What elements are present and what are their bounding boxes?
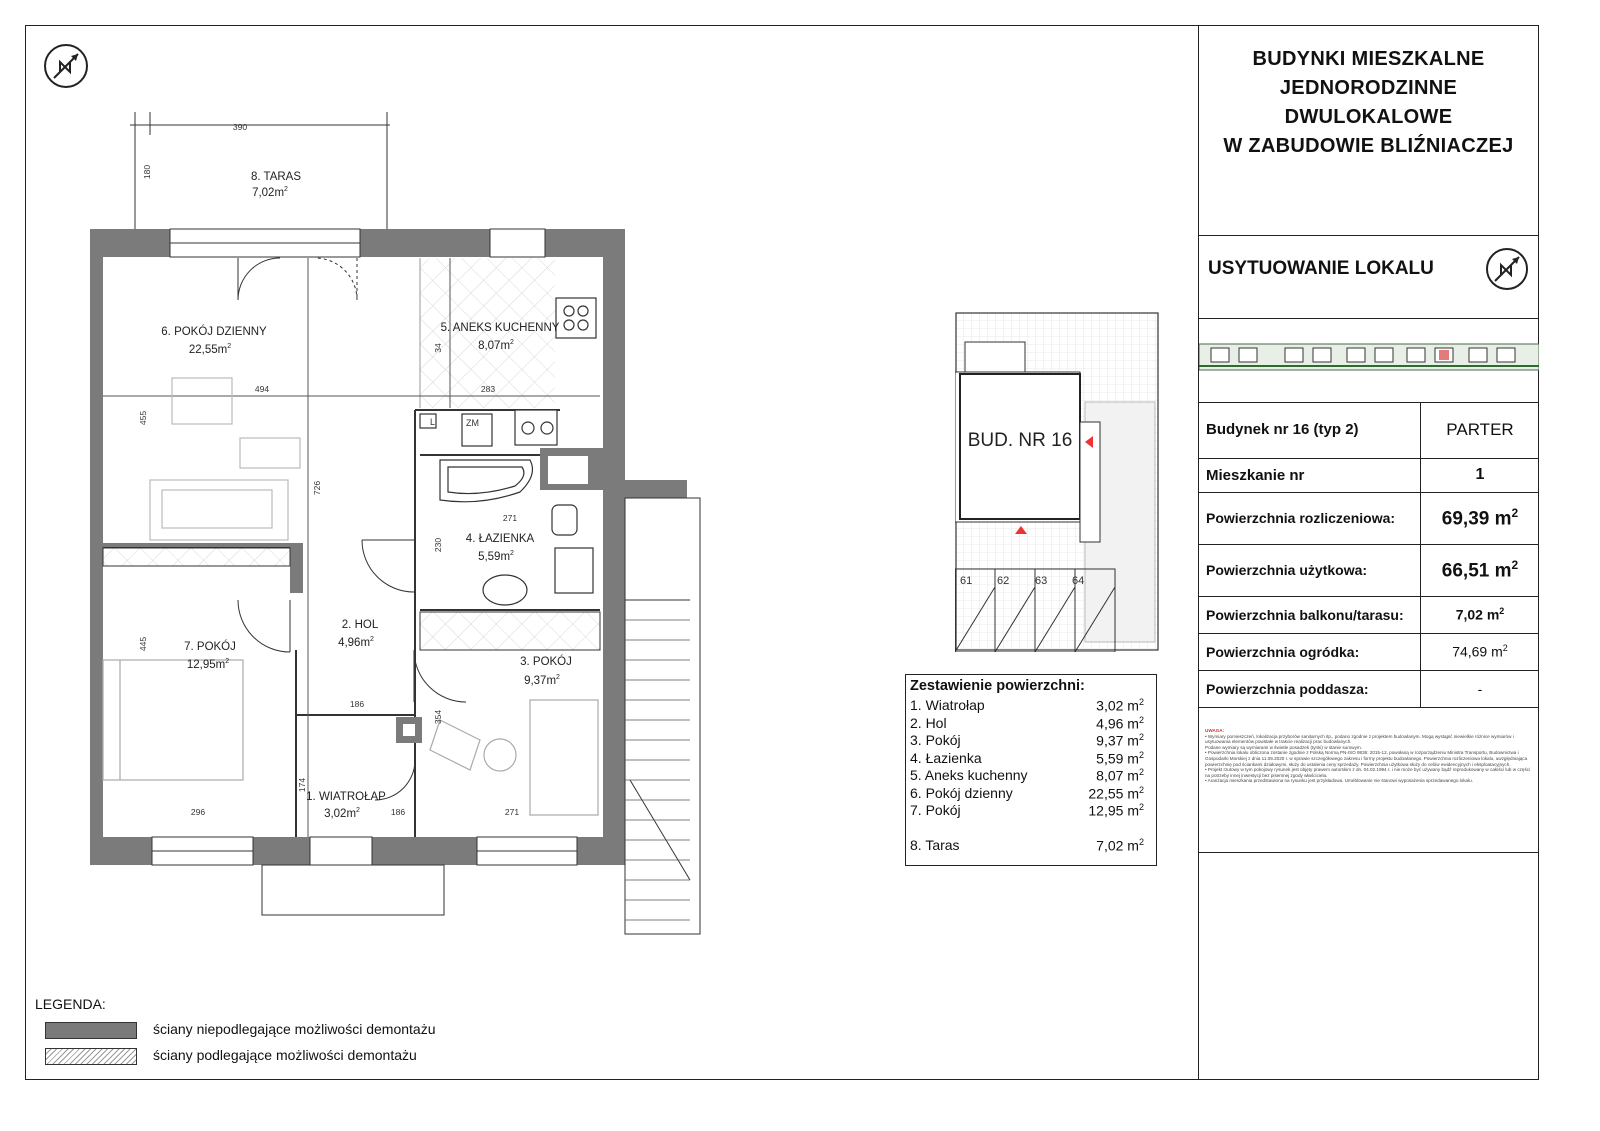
location-title: USYTUOWANIE LOKALU [1208,258,1434,279]
summary-row: 2. Hol 4,96 $m^2$ [910,714,1144,732]
summary-heading: Zestawienie powierzchni: [910,678,1085,694]
info-row: Mieszkanie nr 1 [1198,458,1539,492]
dim-label: 271 [504,807,520,817]
project-title: BUDYNKI MIESZKALNE JEDNORODZINNE DWULOKALOWE W ZABUDOWIE BLIŹNIACZEJ [1223,48,1514,157]
info-row: Powierzchnia balkonu/tarasu: 7,02 $m^2$ [1198,596,1539,633]
room-hol-area: $4,96m^2$ [338,636,374,649]
dim-label: 445 [138,636,148,652]
summary-row: 8. Taras 7,02 $m^2$ [910,836,1144,854]
parking-spot-label: 61 [960,575,973,587]
dim-label: 354 [433,709,443,725]
room-lazienka-name: 4. ŁAZIENKA [465,533,535,545]
room-wiatrolap-name: 1. WIATROŁAP [306,791,386,803]
dim-label: 390 [232,122,248,132]
legend-item: ściany niepodlegające możliwości demontażu [45,1020,385,1040]
room-aneks-name: 5. ANEKS KUCHENNY [440,322,560,334]
parking-spot-label: 63 [1035,575,1048,587]
disclaimer-note: UWAGA: • Wymiary pomieszczeń, lokalizacja przyborów sanitarnych itp., podano zgodnie z projektem budowlanym. Mogą wystąpić niewielkie różnice wymiarów i usytuowania elementów powstałe w trakcie realizacji prac budowlanych. Podane wymiary są wymiarami w świetle posadzek (tynki) w stanie surowym. • Powierzchnia lokalu obliczona zostanie zgodnie z Polską Normą PN-ISO 9836: 2015-12, powołaną w rozporządzeniu Ministra Transportu, Budownictwa i Gospodarki Morskiej z dnia 11.09.2020 r. w sprawie szczegółowego zakresu i formy projektu budowlanego. Powierzchnia rozliczeniowa lokalu, uwzględniająca powierzchnię pod ściankami działowymi, służy do ustalenia ceny sprzedaży. Powierzchnia użytkowa służy do celów ewidencyjnych i eksploatacyjnych. • Projekt rzutowy w tym pokojowy rysunek jest objęty prawem autorskim z dn. 04.02.1994 r. i nie może być używany bądź reprodukowany w całości lub w części na potrzeby innej inwestycji bez pisemnej zgody właściciela. • Aranżacja mieszkania przedstawiona na rysunku jest przykładowa. Umeblowanie nie stanowi wyposażenia sprzedawanego lokalu. [1205,728,1531,784]
floor-plan [0,0,760,960]
summary-row: 1. Wiatrołap 3,02 $m^2$ [910,697,1144,714]
site-plan [955,312,1160,652]
dim-label: 230 [433,537,443,553]
info-row: Budynek nr 16 (typ 2) PARTER [1198,402,1539,458]
building-label: BUD. NR 16 [967,430,1073,451]
parking-spot-label: 62 [997,575,1010,587]
dim-label: 283 [480,384,496,394]
dim-label: 186 [349,699,365,709]
info-row: Powierzchnia rozliczeniowa: 69,39 $m^2$ [1198,492,1539,544]
room-hol-name: 2. HOL [341,619,379,631]
location-strip [1199,342,1539,374]
room-pokoj3-area: $9,37m^2$ [524,674,560,687]
dim-label: 455 [138,410,148,426]
legend-swatch-solid [45,1022,137,1039]
room-dzienny-area: $22,55m^2$ [188,343,232,356]
room-taras-name: 8. TARAS [250,171,302,183]
summary-row: 5. Aneks kuchenny 8,07 $m^2$ [910,767,1144,784]
summary-row: 4. Łazienka 5,59 $m^2$ [910,749,1144,767]
dim-label: 296 [190,807,206,817]
legend-item: ściany podlegające możliwości demontażu [45,1046,385,1066]
room-taras-area: $7,02m^2$ [252,186,288,199]
stair-treads [625,620,690,920]
parking-spot-label: 64 [1072,575,1085,587]
room-pokoj7-name: 7. POKÓJ [184,641,236,653]
area-summary [905,674,1157,866]
north-arrow-icon [1484,246,1530,292]
summary-row: 6. Pokój dzienny 22,55 $m^2$ [910,784,1144,802]
summary-row: 3. Pokój 9,37 $m^2$ [910,732,1144,749]
fridge-label: L [430,417,436,427]
dim-label: 186 [390,807,406,817]
dim-label: 174 [297,777,307,793]
apartment-info-table [1198,402,1539,708]
living-room-furniture [150,378,300,540]
dim-label: 726 [312,480,322,496]
room-aneks-area: $8,07m^2$ [478,339,514,352]
room-pokoj3-name: 3. POKÓJ [520,656,572,668]
dim-label: 494 [254,384,270,394]
legend-heading: LEGENDA: [35,996,106,1012]
info-row: Powierzchnia ogródka: 74,69 $m^2$ [1198,633,1539,670]
info-row: Powierzchnia poddasza: - [1198,670,1539,707]
room-wiatrolap-area: $3,02m^2$ [324,807,360,820]
info-row: Powierzchnia użytkowa: 66,51 $m^2$ [1198,544,1539,596]
washer-label: ZM [466,418,479,428]
dim-label: 271 [502,513,518,523]
legend-swatch-hatch [45,1048,137,1065]
room-dzienny-name: 6. POKÓJ DZIENNY [161,326,267,338]
room-pokoj7-area: $12,95m^2$ [186,658,230,671]
room-lazienka-area: $5,59m^2$ [478,550,514,563]
dim-label: 34 [433,343,443,353]
legend [35,996,436,1063]
summary-row: 7. Pokój 12,95 $m^2$ [910,802,1144,819]
dim-label: 180 [142,164,152,180]
